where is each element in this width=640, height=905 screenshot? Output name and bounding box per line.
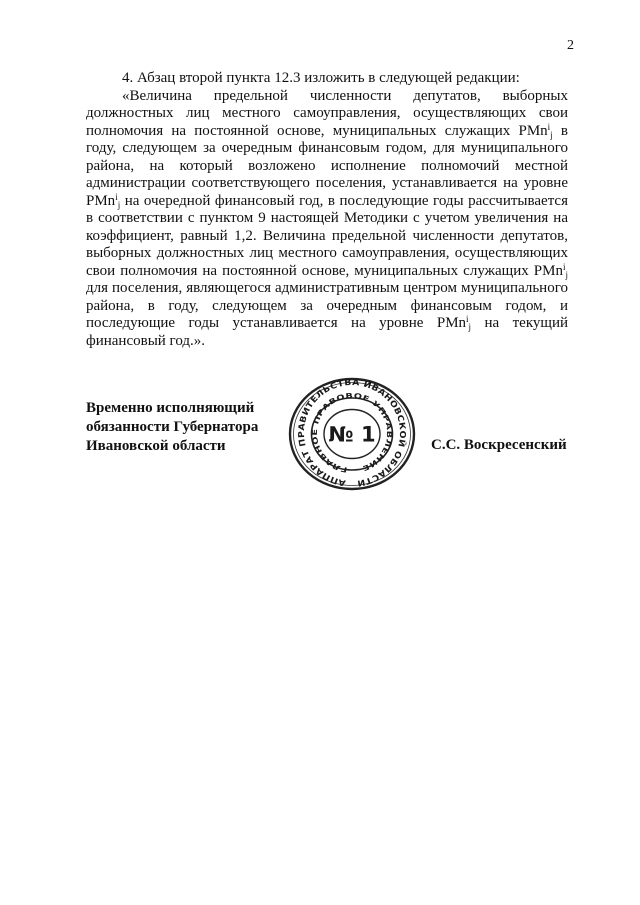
superscript-index: i: [547, 121, 551, 132]
position-line-2: обязанности Губернатора: [86, 419, 259, 435]
superscript-index: i: [466, 314, 469, 324]
seal-inner-text: ГЛАВНОЕ ПРАВОВОЕ УПРАВЛЕНИЕ: [310, 391, 394, 474]
body-text: [86, 70, 568, 350]
seal-stamp-icon: [285, 377, 419, 491]
signatory-name: С.С. Воскресенский: [431, 437, 567, 453]
seal-number: № 1: [328, 422, 376, 447]
text-part-1: «Величина предельной численности депутатов, выборных должностных лиц местного самоуправления, осуществляющих свои полномочия на постоянной основе, муниципальных служащих PMn: [86, 87, 568, 139]
superscript-index: i: [115, 191, 118, 202]
position-line-1: Временно исполняющий: [86, 400, 255, 416]
paragraph-amendment-intro: 4. Абзац второй пункта 12.3 изложить в следующей редакции:: [122, 70, 520, 86]
text-part-2: в году, следующем за очередным финансовым годом, для муниципального района, на который возложено исполнение полномочий местной администрации соответствующего поселения, устанавливается на уровне PMn: [86, 122, 568, 209]
subscript-index: j: [468, 322, 472, 332]
seal-outer-text: АППАРАТ ПРАВИТЕЛЬСТВА ИВАНОВСКОЙ ОБЛАСТИ: [295, 377, 409, 489]
text-part-4: для поселения, являющегося административным центром муниципального района, в году, следующем за очередным финансовым годом, и последующие годы устанавливается на уровне PMn: [86, 280, 568, 331]
text-part-5: на текущий финансовый год.».: [86, 315, 568, 349]
signatory-position: [86, 399, 286, 456]
text-part-3: на очередной финансовый год, в последующие годы рассчитывается в соответствии с пунктом 9 настоящей Методики с учетом увеличения на коэффициент, равный 1,2. Величина предельной численности депутатов, выборных должностных лиц местного самоуправления, осуществляющих свои полномочия на постоянной основе, муниципальных служащих PMn: [86, 192, 568, 279]
paragraph-amendment-text: [86, 88, 568, 351]
page-number: 2: [567, 38, 574, 53]
subscript-index: j: [117, 199, 121, 210]
subscript-index: j: [550, 129, 553, 140]
official-seal: [285, 377, 419, 491]
subscript-index: j: [565, 269, 568, 280]
superscript-index: i: [562, 261, 566, 272]
position-line-3: Ивановской области: [86, 438, 226, 454]
